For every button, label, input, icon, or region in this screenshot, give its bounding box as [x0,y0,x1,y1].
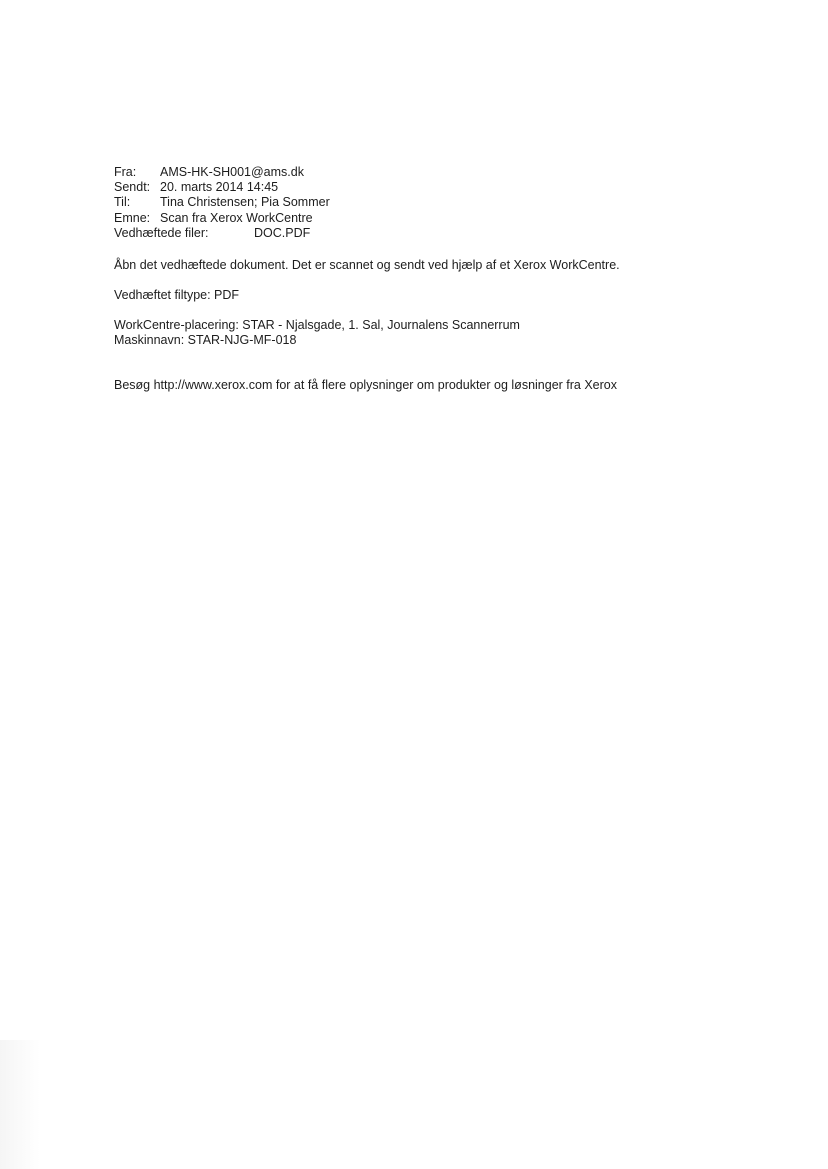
attachments-value: DOC.PDF [254,225,311,240]
subject-value: Scan fra Xerox WorkCentre [160,210,313,225]
from-row [114,165,330,180]
body-location: WorkCentre-placering: STAR - Njalsgade, 1. Sal, Journalens Scannerrum [114,318,520,332]
scan-shadow [0,1040,40,1169]
email-headers [114,165,330,241]
from-label: Fra: [114,165,137,179]
to-label: Til: [114,195,131,210]
subject-row [114,211,330,226]
sent-value: 20. marts 2014 14:45 [160,180,279,195]
from-value: AMS-HK-SH001@ams.dk [160,165,304,179]
to-value: Tina Christensen; Pia Sommer [160,195,330,210]
body-intro: Åbn det vedhæftede dokument. Det er scannet og sendt ved hjælp af et Xerox WorkCentre. [114,258,620,272]
body-machine-name: Maskinnavn: STAR-NJG-MF-018 [114,333,297,347]
sent-label: Sendt: [114,180,151,195]
sent-row [114,180,330,195]
subject-label: Emne: [114,210,151,225]
to-row [114,195,330,210]
attachments-row [114,226,330,241]
body-visit-link: Besøg http://www.xerox.com for at få flere oplysninger om produkter og løsninger fra Xerox [114,378,617,392]
attachments-label: Vedhæftede filer: [114,225,209,240]
body-filetype: Vedhæftet filtype: PDF [114,288,240,302]
